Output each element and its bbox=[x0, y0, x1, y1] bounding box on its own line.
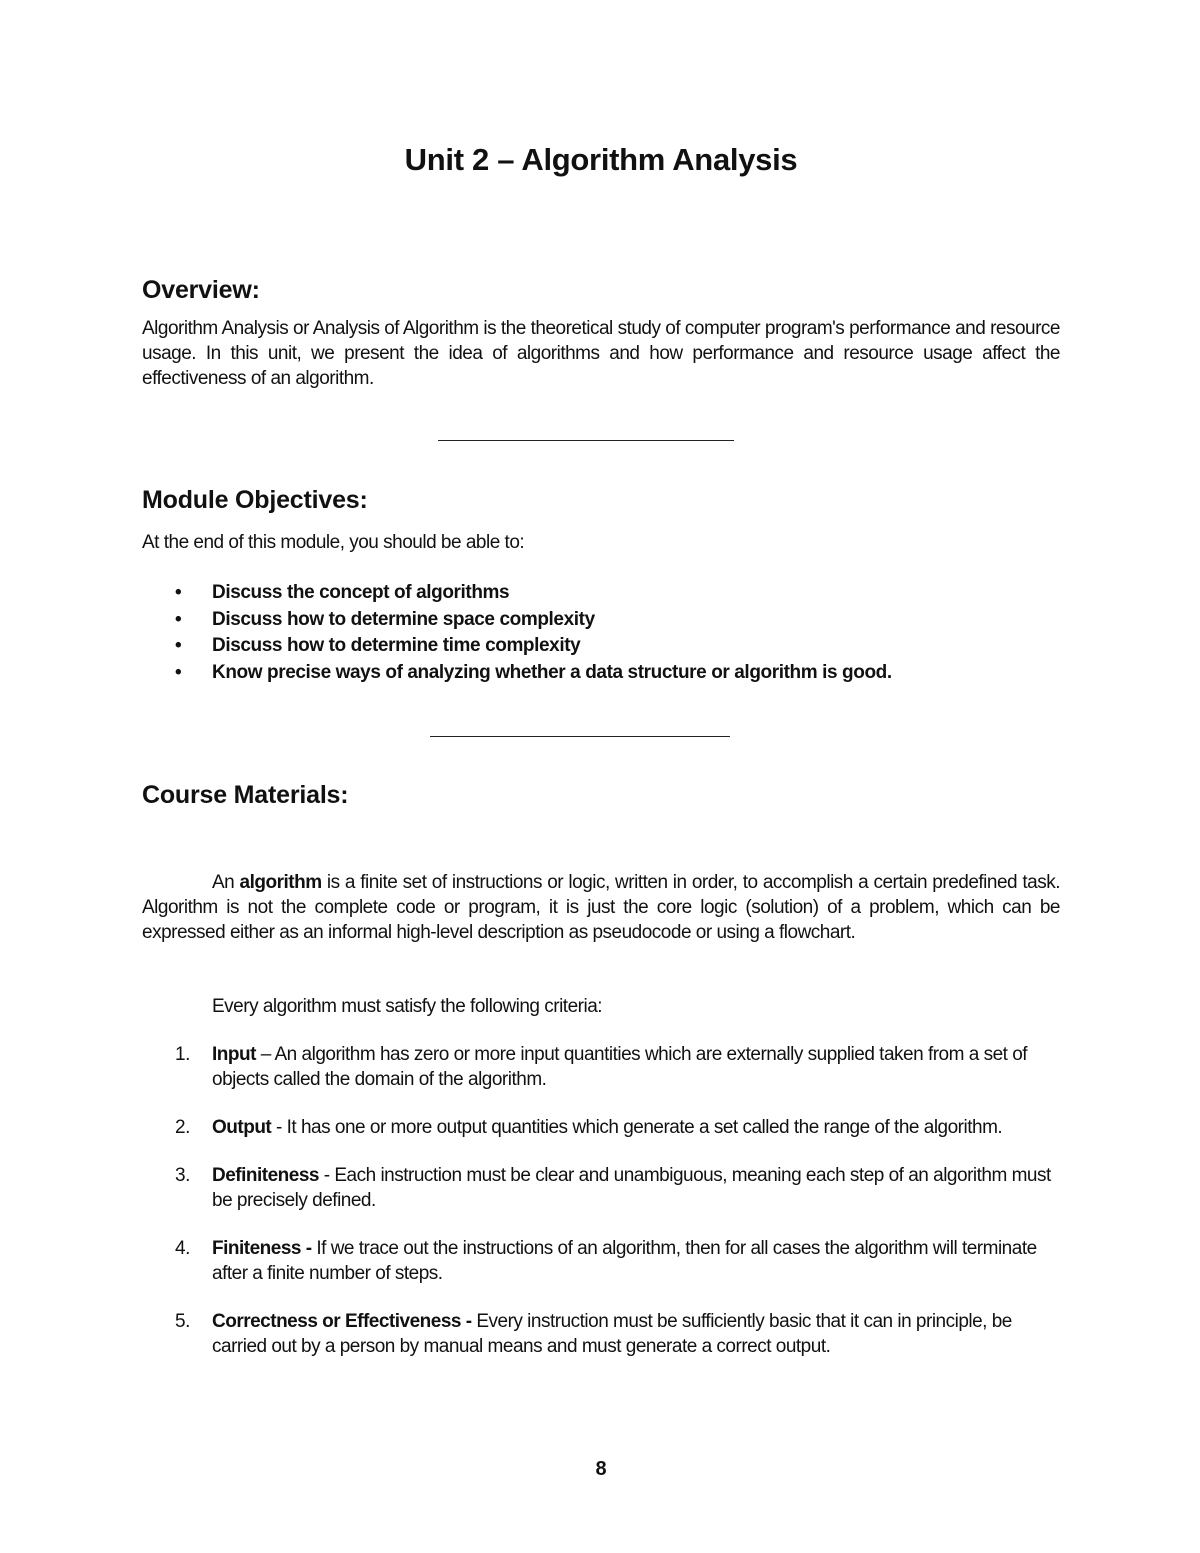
item-number: 3. bbox=[175, 1165, 190, 1186]
page-number: 8 bbox=[595, 1458, 607, 1480]
criterion-term: Output bbox=[212, 1117, 272, 1138]
list-item bbox=[142, 1236, 1060, 1286]
criterion-term: Input bbox=[212, 1044, 256, 1065]
list-item bbox=[142, 1163, 1060, 1213]
criterion-text: Every instruction must be sufficiently basic that it can in principle, be carried out by a person by manual means and must generate a correct output. bbox=[212, 1311, 1012, 1357]
objective-text: Discuss how to determine space complexity bbox=[212, 608, 595, 630]
bullet-icon: • bbox=[175, 608, 182, 630]
item-number: 1. bbox=[175, 1044, 190, 1065]
criterion-text: If we trace out the instructions of an algorithm, then for all cases the algorithm will terminate after a finite number of steps. bbox=[212, 1238, 1037, 1284]
list-item bbox=[142, 1042, 1060, 1092]
criterion-term: Finiteness - bbox=[212, 1238, 312, 1259]
list-item bbox=[142, 580, 892, 607]
document-page bbox=[142, 0, 1060, 1553]
objective-text: Know precise ways of analyzing whether a data structure or algorithm is good. bbox=[212, 661, 892, 683]
criteria-list bbox=[142, 1042, 1060, 1382]
item-number: 2. bbox=[175, 1117, 190, 1138]
objectives-heading: Module Objectives: bbox=[142, 486, 368, 514]
section-divider bbox=[430, 736, 730, 737]
criterion-text: - It has one or more output quantities which generate a set called the range of the algorithm. bbox=[271, 1117, 1003, 1138]
list-item bbox=[142, 660, 892, 687]
item-number: 4. bbox=[175, 1238, 190, 1259]
bullet-icon: • bbox=[175, 661, 182, 683]
criteria-intro: Every algorithm must satisfy the following criteria: bbox=[212, 996, 603, 1017]
definition-term: algorithm bbox=[239, 872, 322, 893]
page-title: Unit 2 – Algorithm Analysis bbox=[404, 142, 798, 177]
criterion-term: Definiteness bbox=[212, 1165, 319, 1186]
overview-heading: Overview: bbox=[142, 276, 260, 304]
objective-text: Discuss how to determine time complexity bbox=[212, 635, 581, 656]
definition-prefix: An bbox=[212, 872, 240, 893]
criterion-term: Correctness or Effectiveness - bbox=[212, 1311, 472, 1332]
objective-text: Discuss the concept of algorithms bbox=[212, 582, 510, 603]
section-divider bbox=[438, 440, 734, 441]
bullet-icon: • bbox=[175, 582, 182, 603]
list-item bbox=[142, 1309, 1060, 1359]
bullet-icon: • bbox=[175, 635, 182, 656]
definition-text: is a finite set of instructions or logic, written in order, to accomplish a certain predefined task. Algorithm is not the complete code or program, it is just the core logic (solution) of a problem, which can be expressed either as an informal high-level description as pseudocode or using a flowchart. bbox=[142, 872, 1060, 943]
objectives-intro: At the end of this module, you should be able to: bbox=[142, 532, 525, 553]
algorithm-definition bbox=[142, 870, 1060, 945]
criterion-text: – An algorithm has zero or more input quantities which are externally supplied taken from a set of objects called the domain of the algorithm. bbox=[212, 1044, 1028, 1090]
criterion-text: - Each instruction must be clear and unambiguous, meaning each step of an algorithm must be precisely defined. bbox=[212, 1165, 1051, 1211]
item-number: 5. bbox=[175, 1311, 190, 1332]
objectives-list bbox=[142, 580, 892, 686]
list-item bbox=[142, 607, 892, 634]
list-item bbox=[142, 1115, 1060, 1140]
list-item bbox=[142, 633, 892, 660]
overview-text: Algorithm Analysis or Analysis of Algorithm is the theoretical study of computer program's performance and resource usage. In this unit, we present the idea of algorithms and how performance and resource usage affect the effectiveness of an algorithm. bbox=[142, 318, 1060, 389]
materials-heading: Course Materials: bbox=[142, 781, 349, 809]
